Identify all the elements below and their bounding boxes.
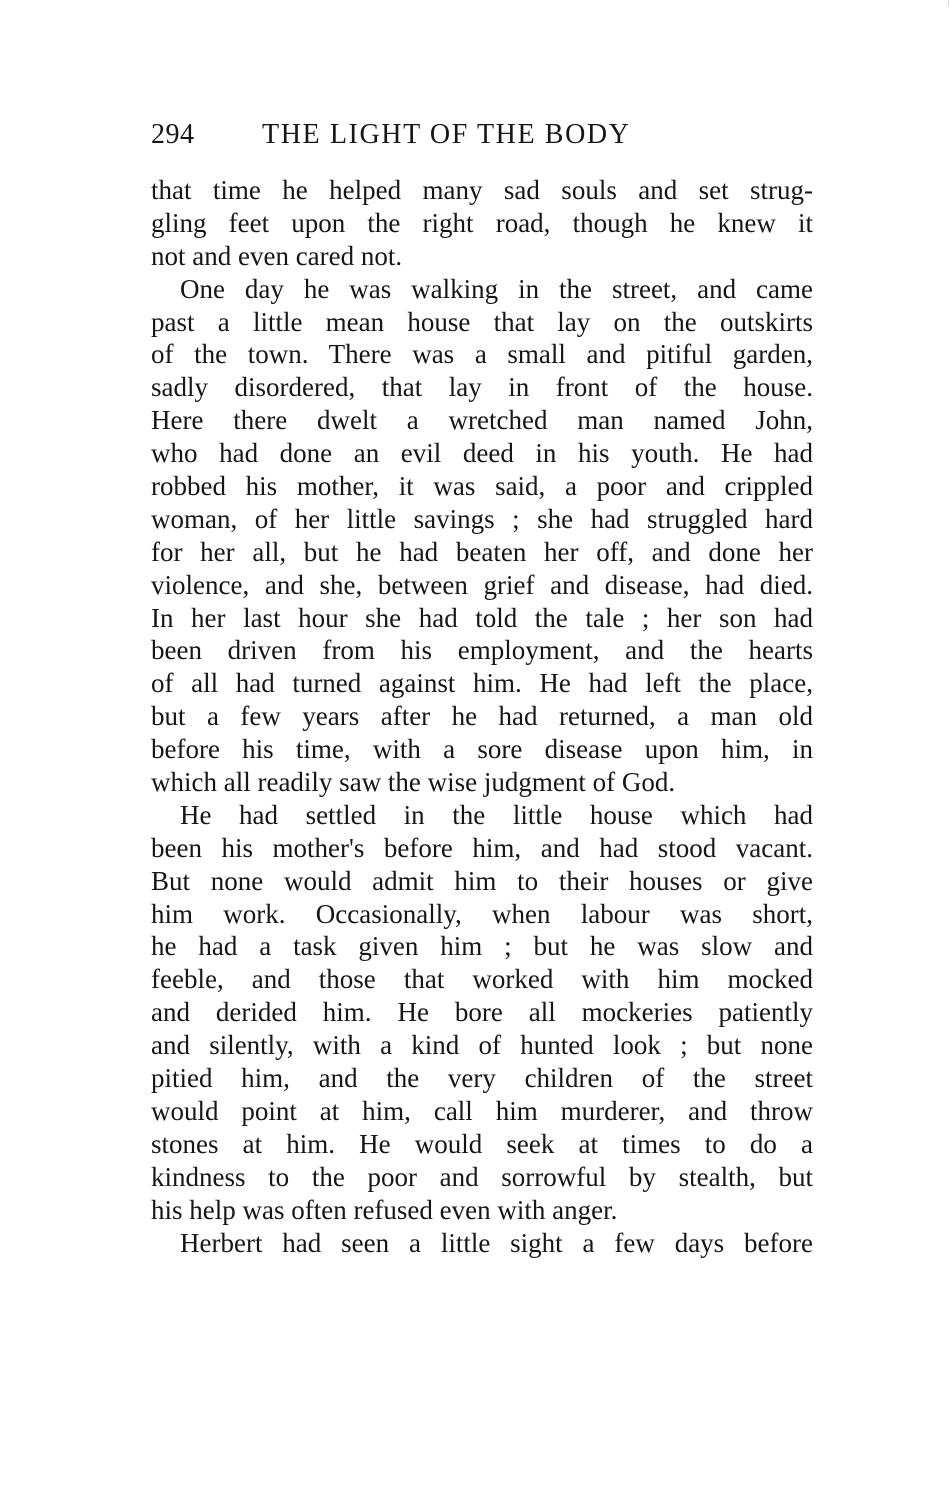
text-line: been driven from his employment, and the hearts (151, 635, 813, 666)
page-edge-mark (948, 0, 949, 6)
text-line: but a few years after he had returned, a man old (151, 701, 813, 732)
text-line: But none would admit him to their houses or give (151, 865, 813, 896)
paragraph (151, 799, 813, 1227)
text-line: not and even cared not. (151, 240, 403, 271)
running-title: THE LIGHT OF THE BODY (262, 119, 631, 150)
text-line: stones at him. He would seek at times to do a (151, 1128, 813, 1159)
paragraph (151, 174, 813, 273)
text-line: In her last hour she had told the tale ; her son had (151, 602, 813, 633)
text-line: before his time, with a sore disease upon him, in (151, 734, 813, 765)
text-line: which all readily saw the wise judgment of God. (151, 767, 676, 798)
text-line: sadly disordered, that lay in front of the house. (151, 372, 813, 403)
text-line: One day he was walking in the street, and came (180, 273, 813, 304)
text-line: who had done an evil deed in his youth. He had (151, 438, 813, 469)
body-text (151, 174, 813, 1259)
text-line: his help was often refused even with anger. (151, 1194, 618, 1225)
text-line: of the town. There was a small and pitiful garden, (151, 339, 813, 370)
text-line: been his mother's before him, and had stood vacant. (151, 832, 813, 863)
text-line: past a little mean house that lay on the outskirts (151, 306, 813, 337)
text-line: pitied him, and the very children of the street (151, 1063, 813, 1094)
text-line: him work. Occasionally, when labour was short, (151, 898, 813, 929)
paragraph (151, 273, 813, 799)
text-line: would point at him, call him murderer, and throw (151, 1095, 813, 1126)
running-head (151, 115, 813, 155)
text-line: gling feet upon the right road, though he knew it (151, 207, 813, 238)
text-line: he had a task given him ; but he was slow and (151, 931, 813, 962)
text-line: feeble, and those that worked with him mocked (151, 964, 813, 995)
paragraph (151, 1227, 813, 1260)
text-line: that time he helped many sad souls and set strug- (151, 175, 813, 205)
text-line: robbed his mother, it was said, a poor and crippled (151, 471, 813, 502)
text-line: and silently, with a kind of hunted look ; but none (151, 1030, 813, 1061)
text-line: Here there dwelt a wretched man named John, (151, 405, 813, 436)
page-number: 294 (151, 119, 195, 150)
text-line: of all had turned against him. He had left the place, (151, 668, 813, 699)
text-line: He had settled in the little house which had (180, 799, 813, 830)
text-line: Herbert had seen a little sight a few days before (180, 1227, 813, 1258)
text-line: for her all, but he had beaten her off, and done her (151, 536, 813, 567)
text-line: violence, and she, between grief and disease, had died. (151, 569, 813, 600)
text-line: and derided him. He bore all mockeries patiently (151, 997, 813, 1028)
text-line: woman, of her little savings ; she had struggled hard (151, 503, 813, 534)
text-line: kindness to the poor and sorrowful by stealth, but (151, 1161, 813, 1192)
